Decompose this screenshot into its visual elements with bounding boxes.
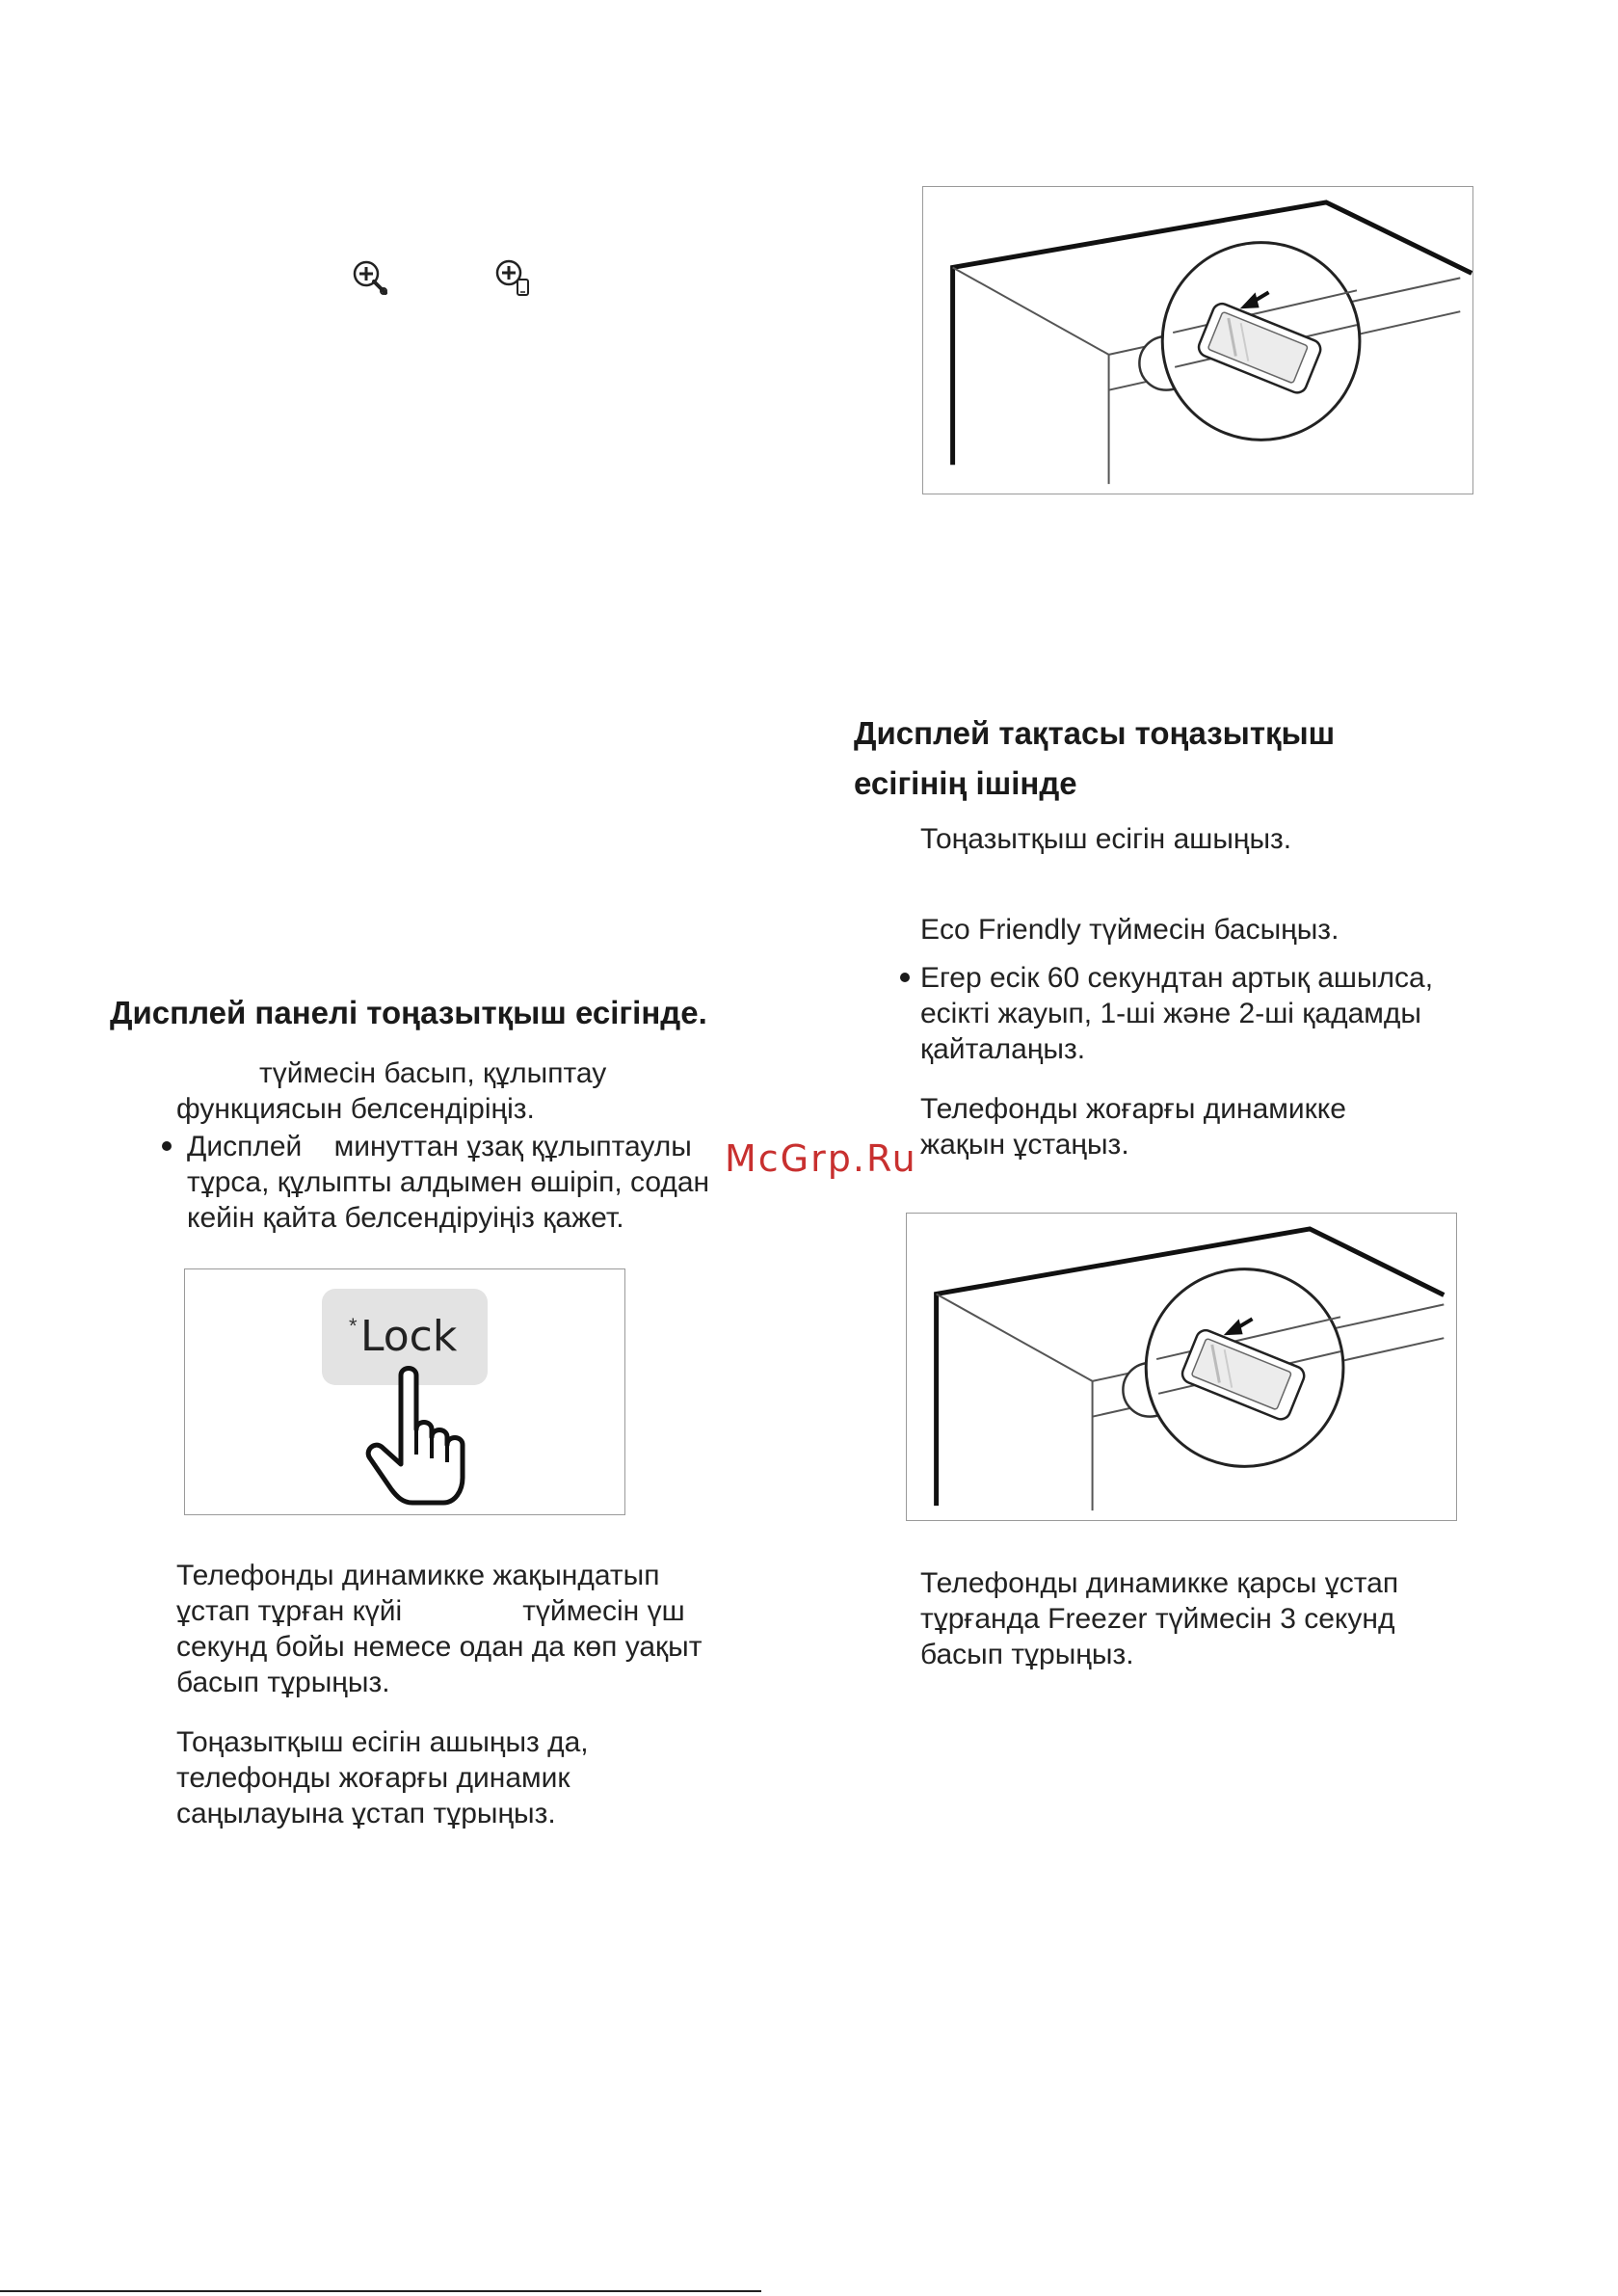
fridge-speaker-figure-bottom: [906, 1213, 1457, 1521]
pointing-hand-icon: [362, 1362, 478, 1507]
footer-divider: [0, 2290, 761, 2292]
lock-label: Lock: [360, 1312, 458, 1361]
right-step3-line1: Телефонды жоғарғы динамикке: [920, 1093, 1346, 1125]
left-step1-line1: түймесін басып, құлыптау: [259, 1057, 607, 1089]
right-heading-line1: Дисплей тақтасы тоңазытқыш: [854, 715, 1336, 751]
right-step4-line2: тұрғанда Freezer түймесін 3 секунд: [920, 1603, 1395, 1635]
right-bullet-line3: қайталаңыз.: [920, 1033, 1086, 1065]
left-step3-line1: Тоңазытқыш есігін ашыңыз да,: [176, 1726, 589, 1758]
left-bullet-dot: [162, 1141, 172, 1151]
right-step2-text: Eco Friendly түймесін басыңыз.: [920, 914, 1339, 946]
watermark-text: McGrp.Ru: [725, 1137, 917, 1180]
smart-diagnosis-phone-icon: [494, 258, 533, 297]
left-heading: Дисплей панелі тоңазытқыш есігінде.: [110, 995, 707, 1030]
right-bullet-dot: [900, 973, 910, 982]
left-bullet-line1: Дисплей минуттан ұзақ құлыптаулы: [187, 1131, 692, 1162]
left-bullet-line2: тұрса, құлыпты алдымен өшіріп, содан: [187, 1166, 710, 1198]
left-bullet-line3: кейін қайта белсендіруіңіз қажет.: [187, 1202, 624, 1234]
lock-button-figure: [184, 1268, 625, 1515]
lock-star: *: [349, 1314, 358, 1338]
right-heading-line2: есігінің ішінде: [854, 765, 1077, 801]
fridge-speaker-figure-top: [922, 186, 1473, 494]
left-step2-line1: Телефонды динамикке жақындатып: [176, 1560, 660, 1591]
right-step4-line3: басып тұрыңыз.: [920, 1639, 1134, 1670]
right-bullet-line2: есікті жауып, 1-ші және 2-ші қадамды: [920, 998, 1421, 1029]
left-step2-line4: басып тұрыңыз.: [176, 1667, 390, 1698]
right-step1-text: Тоңазытқыш есігін ашыңыз.: [920, 823, 1292, 855]
right-step3-line2: жақын ұстаңыз.: [920, 1129, 1129, 1161]
left-step3-line2: телефонды жоғарғы динамик: [176, 1762, 570, 1794]
left-step1-line2: функциясын белсендіріңіз.: [176, 1093, 535, 1125]
left-step2-line2: ұстап тұрған күйі түймесін үш: [176, 1595, 685, 1627]
left-step2-line3: секунд бойы немесе одан да көп уақыт: [176, 1631, 703, 1663]
right-step4-line1: Телефонды динамикке қарсы ұстап: [920, 1567, 1399, 1599]
right-bullet-line1: Егер есік 60 секундтан артық ашылса,: [920, 962, 1434, 994]
smart-diagnosis-wrench-icon: [351, 258, 389, 297]
left-step3-line3: саңылауына ұстап тұрыңыз.: [176, 1798, 556, 1829]
